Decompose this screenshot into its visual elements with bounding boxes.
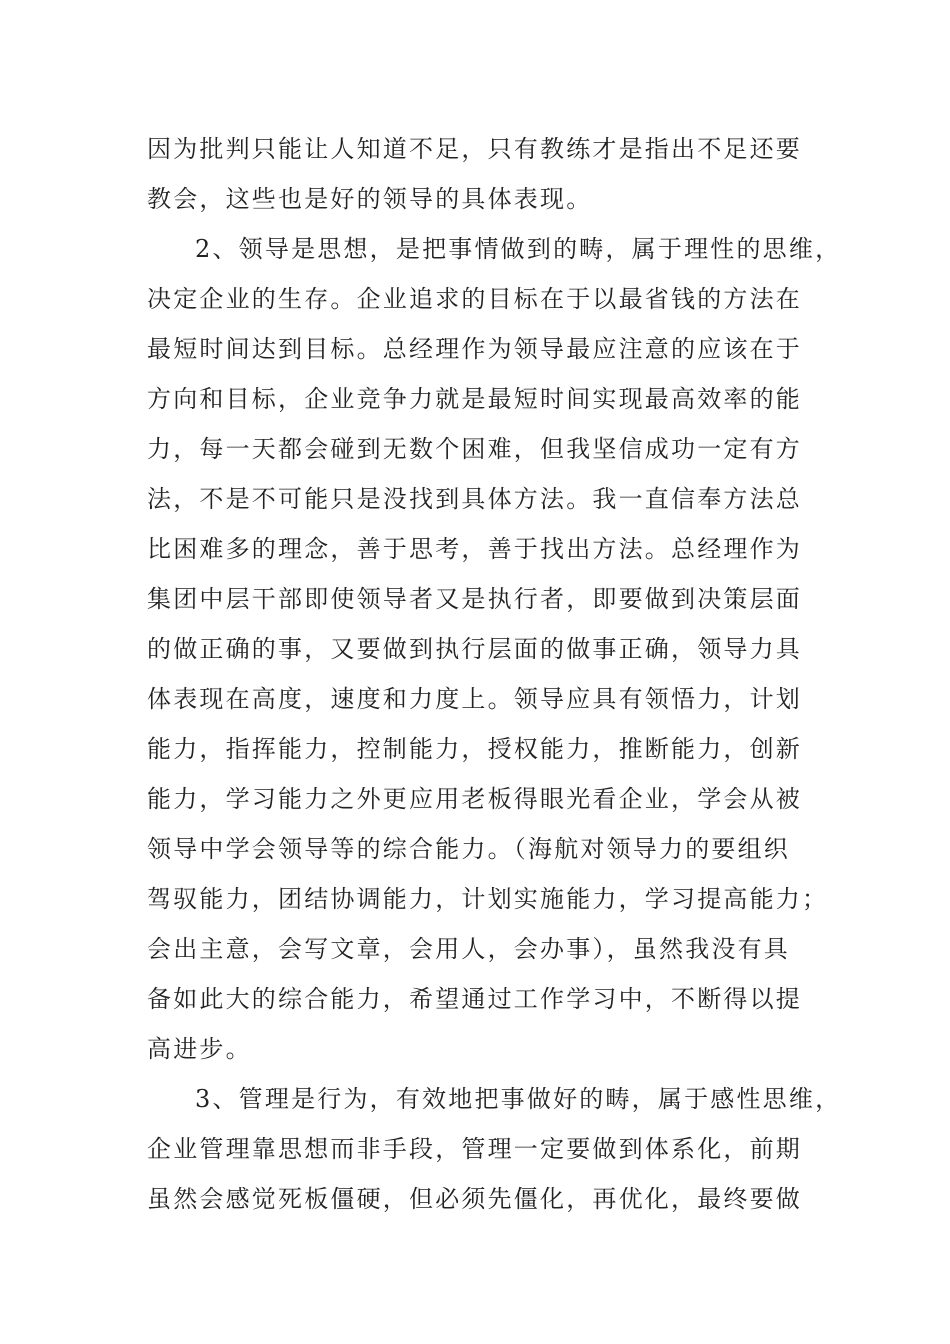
text-line: 教会，这些也是好的领导的具体表现。 (147, 185, 593, 213)
text-line: 体表现在高度，速度和力度上。领导应具有领悟力，计划 (147, 685, 802, 713)
text-line: 因为批判只能让人知道不足，只有教练才是指出不足还要 (147, 135, 802, 163)
paragraph-2-first-line: 2、领导是思想，是把事情做到的畴，属于理性的思维， (195, 235, 842, 263)
text-line: 集团中层干部即使领导者又是执行者，即要做到决策层面 (147, 585, 802, 613)
text-line: 驾驭能力，团结协调能力，计划实施能力，学习提高能力； (147, 885, 829, 913)
text-line: 能力，学习能力之外更应用老板得眼光看企业，学会从被 (147, 785, 802, 813)
text-line: 能力，指挥能力，控制能力，授权能力，推断能力，创新 (147, 735, 802, 763)
text-line: 方向和目标，企业竞争力就是最短时间实现最高效率的能 (147, 385, 802, 413)
text-line: 的做正确的事，又要做到执行层面的做事正确，领导力具 (147, 635, 802, 663)
text-line: 领导中学会领导等的综合能力。（海航对领导力的要组织 (147, 835, 790, 863)
text-line: 备如此大的综合能力，希望通过工作学习中，不断得以提 (147, 985, 802, 1013)
text-line: 高进步。 (147, 1035, 252, 1063)
text-line: 会出主意，会写文章，会用人，会办事），虽然我没有具 (147, 935, 790, 963)
text-line: 最短时间达到目标。总经理作为领导最应注意的应该在于 (147, 335, 802, 363)
text-line: 决定企业的生存。企业追求的目标在于以最省钱的方法在 (147, 285, 802, 313)
text-line: 法，不是不可能只是没找到具体方法。我一直信奉方法总 (147, 485, 802, 513)
text-line: 比困难多的理念，善于思考，善于找出方法。总经理作为 (147, 535, 802, 563)
text-line: 力，每一天都会碰到无数个困难，但我坚信成功一定有方 (147, 435, 802, 463)
text-line: 企业管理靠思想而非手段，管理一定要做到体系化，前期 (147, 1135, 802, 1163)
text-line: 虽然会感觉死板僵硬，但必须先僵化，再优化，最终要做 (147, 1185, 802, 1213)
paragraph-3-first-line: 3、管理是行为，有效地把事做好的畴，属于感性思维， (195, 1085, 842, 1113)
